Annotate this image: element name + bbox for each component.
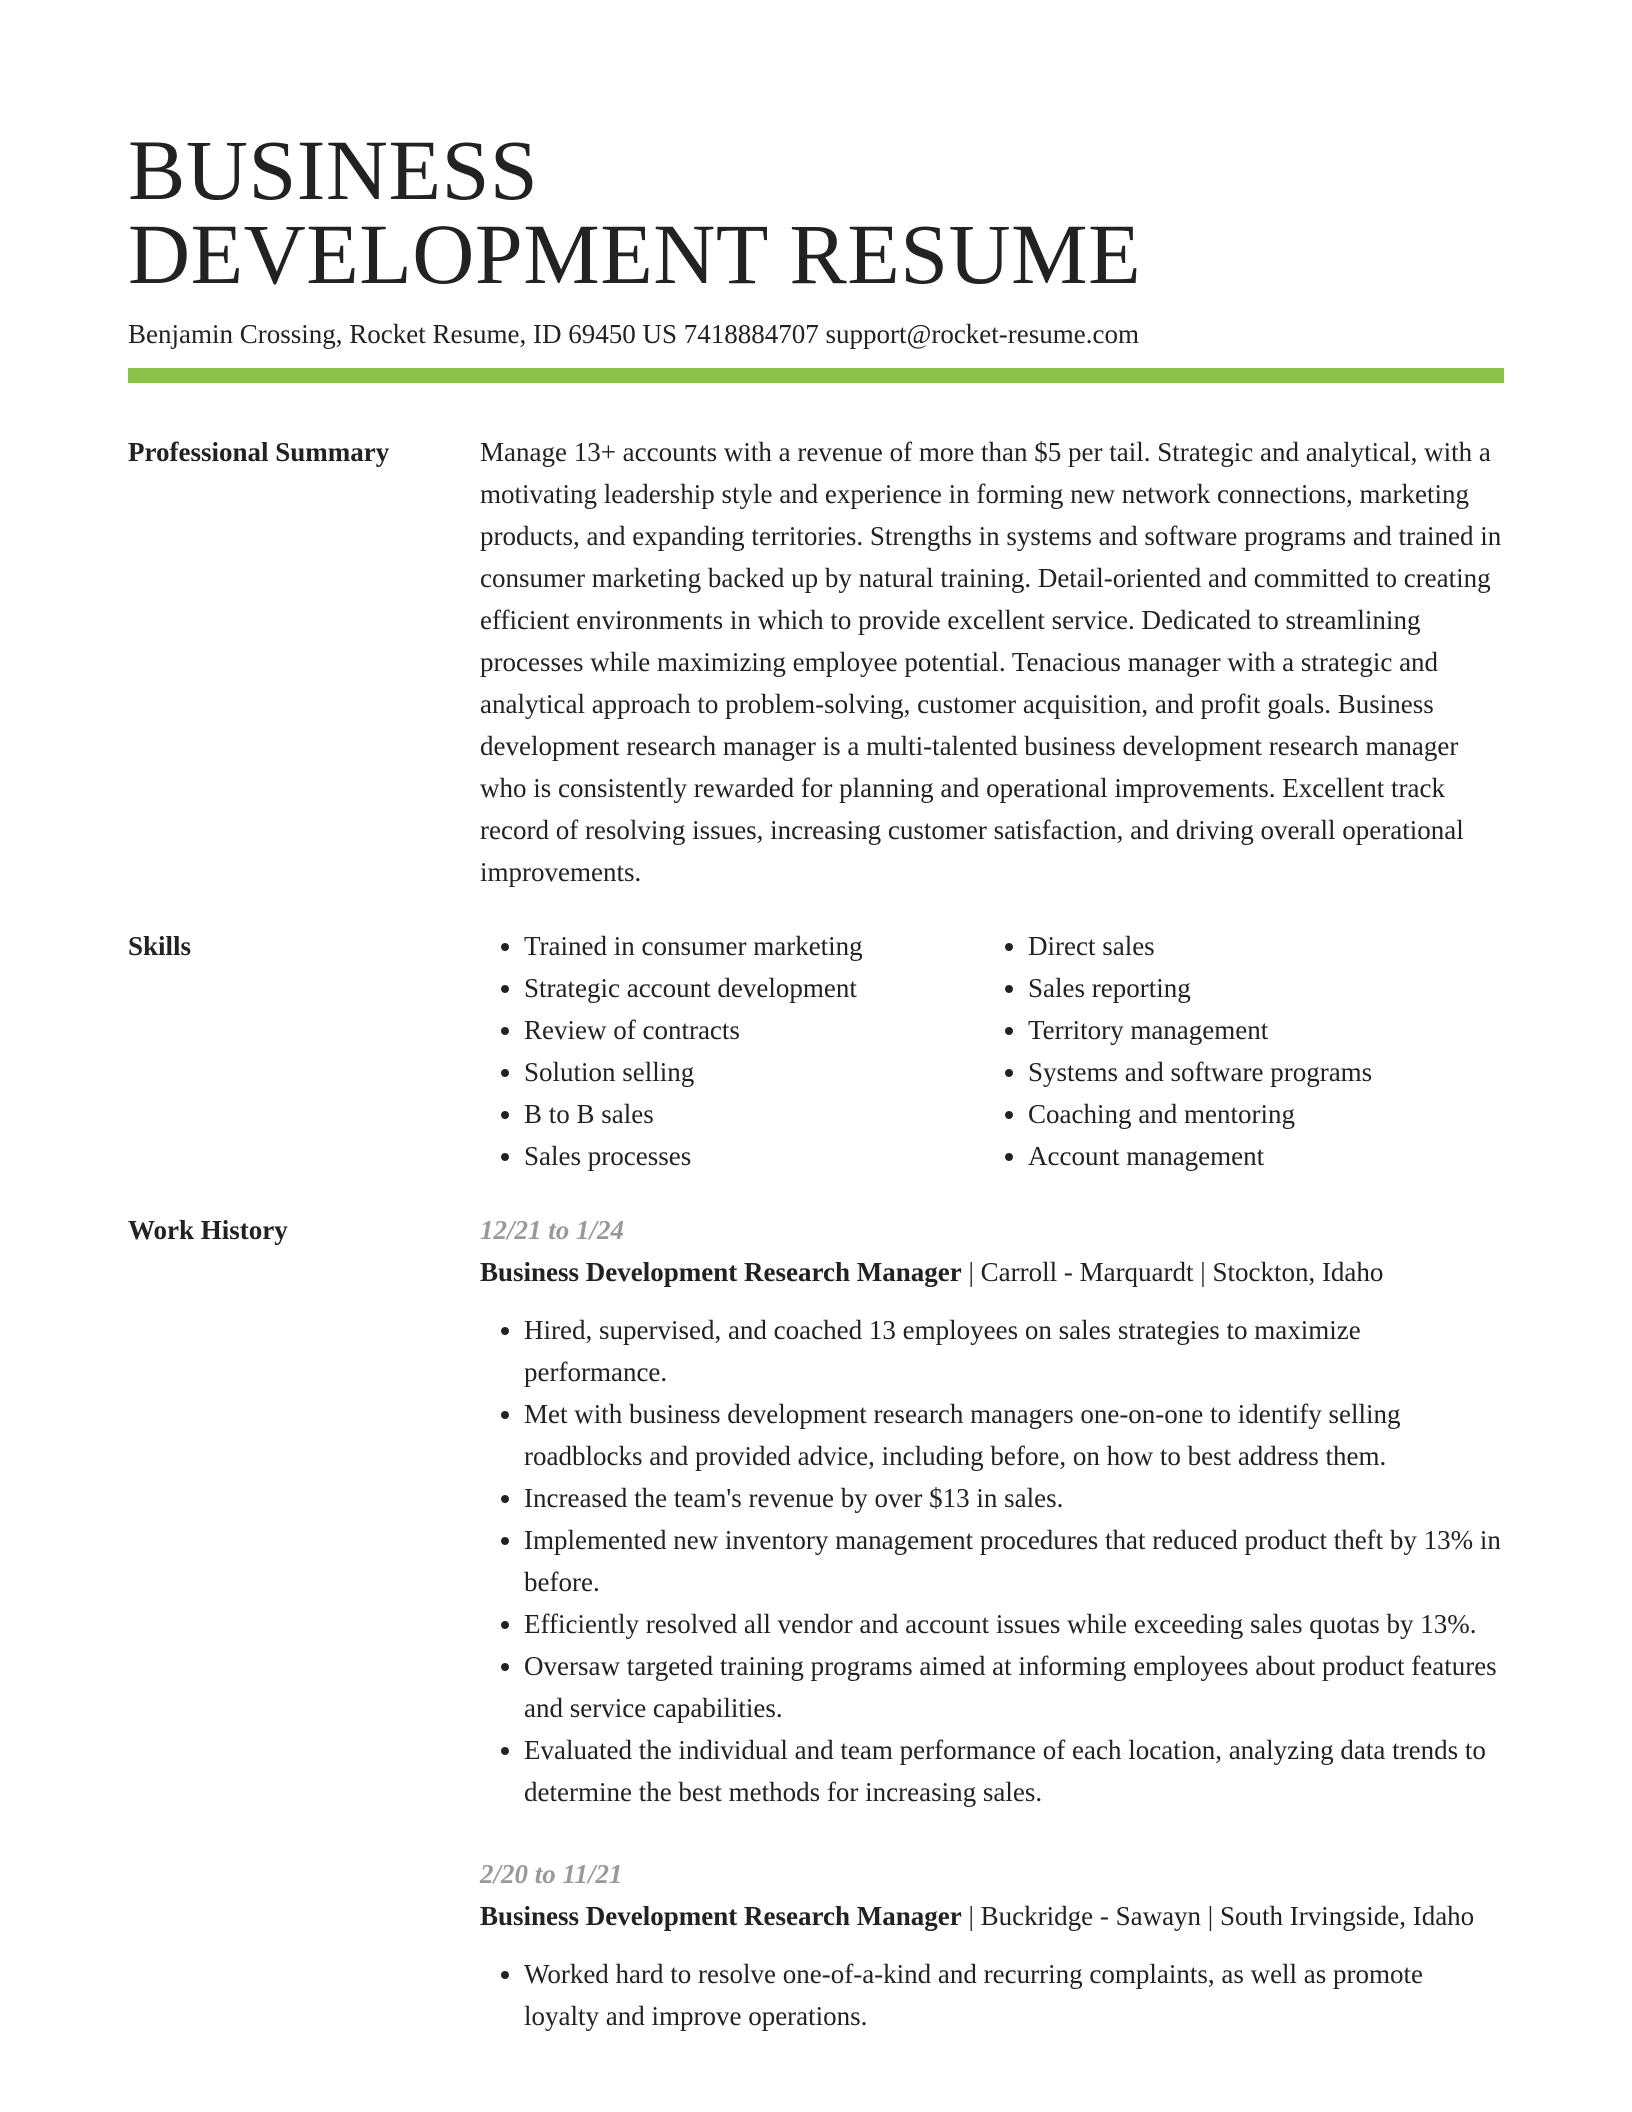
work-history-label: Work History [128,1215,288,1245]
job-bullet: • Met with business development research managers one-on-one to identify selling roadblocks and provided advice, including before, on how to best address them. [524,1393,1504,1477]
job-bullet: • Evaluated the individual and team performance of each location, analyzing data trends to determine the best methods for increasing sales. [524,1729,1504,1813]
summary-section [128,431,1504,893]
skill-item: • Trained in consumer marketing [524,925,984,967]
job-dates: 12/21 to 1/24 [480,1215,625,1245]
job-role: Business Development Research Manager [480,1901,962,1931]
job-bullet: • Oversaw targeted training programs aimed at informing employees about product features and service capabilities. [524,1645,1504,1729]
job-details: | Buckridge - Sawayn | South Irvingside, Idaho [961,1901,1475,1931]
work-history-body [480,1209,1504,2037]
skill-item: • Direct sales [1028,925,1488,967]
skills-section [128,925,1504,1177]
skill-item: • Account management [1028,1135,1488,1177]
job-entry [480,1853,1504,2037]
skill-item: • B to B sales [524,1093,984,1135]
summary-body [480,431,1504,893]
skill-item: • Strategic account development [524,967,984,1009]
skill-item: • Sales reporting [1028,967,1488,1009]
contact-line: Benjamin Crossing, Rocket Resume, ID 69450 US 7418884707 support@rocket-resume.com [128,319,1139,349]
job-bullets [480,1309,1504,1813]
work-history-section [128,1209,1504,2037]
job-bullet: • Worked hard to resolve one-of-a-kind and recurring complaints, as well as promote loyalty and improve operations. [524,1953,1504,2037]
job-details: | Carroll - Marquardt | Stockton, Idaho [961,1257,1384,1287]
skill-item: • Systems and software programs [1028,1051,1488,1093]
title-line-1: BUSINESS [128,122,539,218]
title-line-2: DEVELOPMENT RESUME [128,206,1142,302]
job-role: Business Development Research Manager [480,1257,962,1287]
skills-list-left [480,925,984,1177]
summary-text: Manage 13+ accounts with a revenue of more than $5 per tail. Strategic and analytical, with a motivating leadership style and experience in forming new network connections, marketing products, and expanding territories. Strengths in systems and software programs and trained in consumer marketing backed up by natural training. Detail-oriented and committed to creating efficient environments in which to provide excellent service. Dedicated to streamlining processes while maximizing employee potential. Tenacious manager with a strategic and analytical approach to problem-solving, customer acquisition, and profit goals. Business development research manager is a multi-talented business development research manager who is consistently rewarded for planning and operational improvements. Excellent track record of resolving issues, increasing customer satisfaction, and driving overall operational improvements. [480,437,1502,887]
header-divider [128,368,1504,383]
skill-item: • Territory management [1028,1009,1488,1051]
job-heading [480,1895,1504,1937]
job-bullet: • Efficiently resolved all vendor and account issues while exceeding sales quotas by 13%. [524,1603,1504,1645]
job-bullet: • Implemented new inventory management procedures that reduced product theft by 13% in before. [524,1519,1504,1603]
summary-label: Professional Summary [128,437,390,467]
skill-item: • Solution selling [524,1051,984,1093]
resume-title [128,122,1504,302]
job-heading [480,1251,1504,1293]
job-bullet: • Increased the team's revenue by over $13 in sales. [524,1477,1504,1519]
skill-item: • Coaching and mentoring [1028,1093,1488,1135]
skills-columns [480,925,1504,1177]
skills-list-right [984,925,1488,1177]
skill-item: • Review of contracts [524,1009,984,1051]
job-dates: 2/20 to 11/21 [480,1859,623,1889]
job-entry [480,1209,1504,1813]
job-bullet: • Hired, supervised, and coached 13 employees on sales strategies to maximize performance. [524,1309,1504,1393]
skills-label: Skills [128,931,192,961]
skill-item: • Sales processes [524,1135,984,1177]
job-bullets [480,1953,1504,2037]
